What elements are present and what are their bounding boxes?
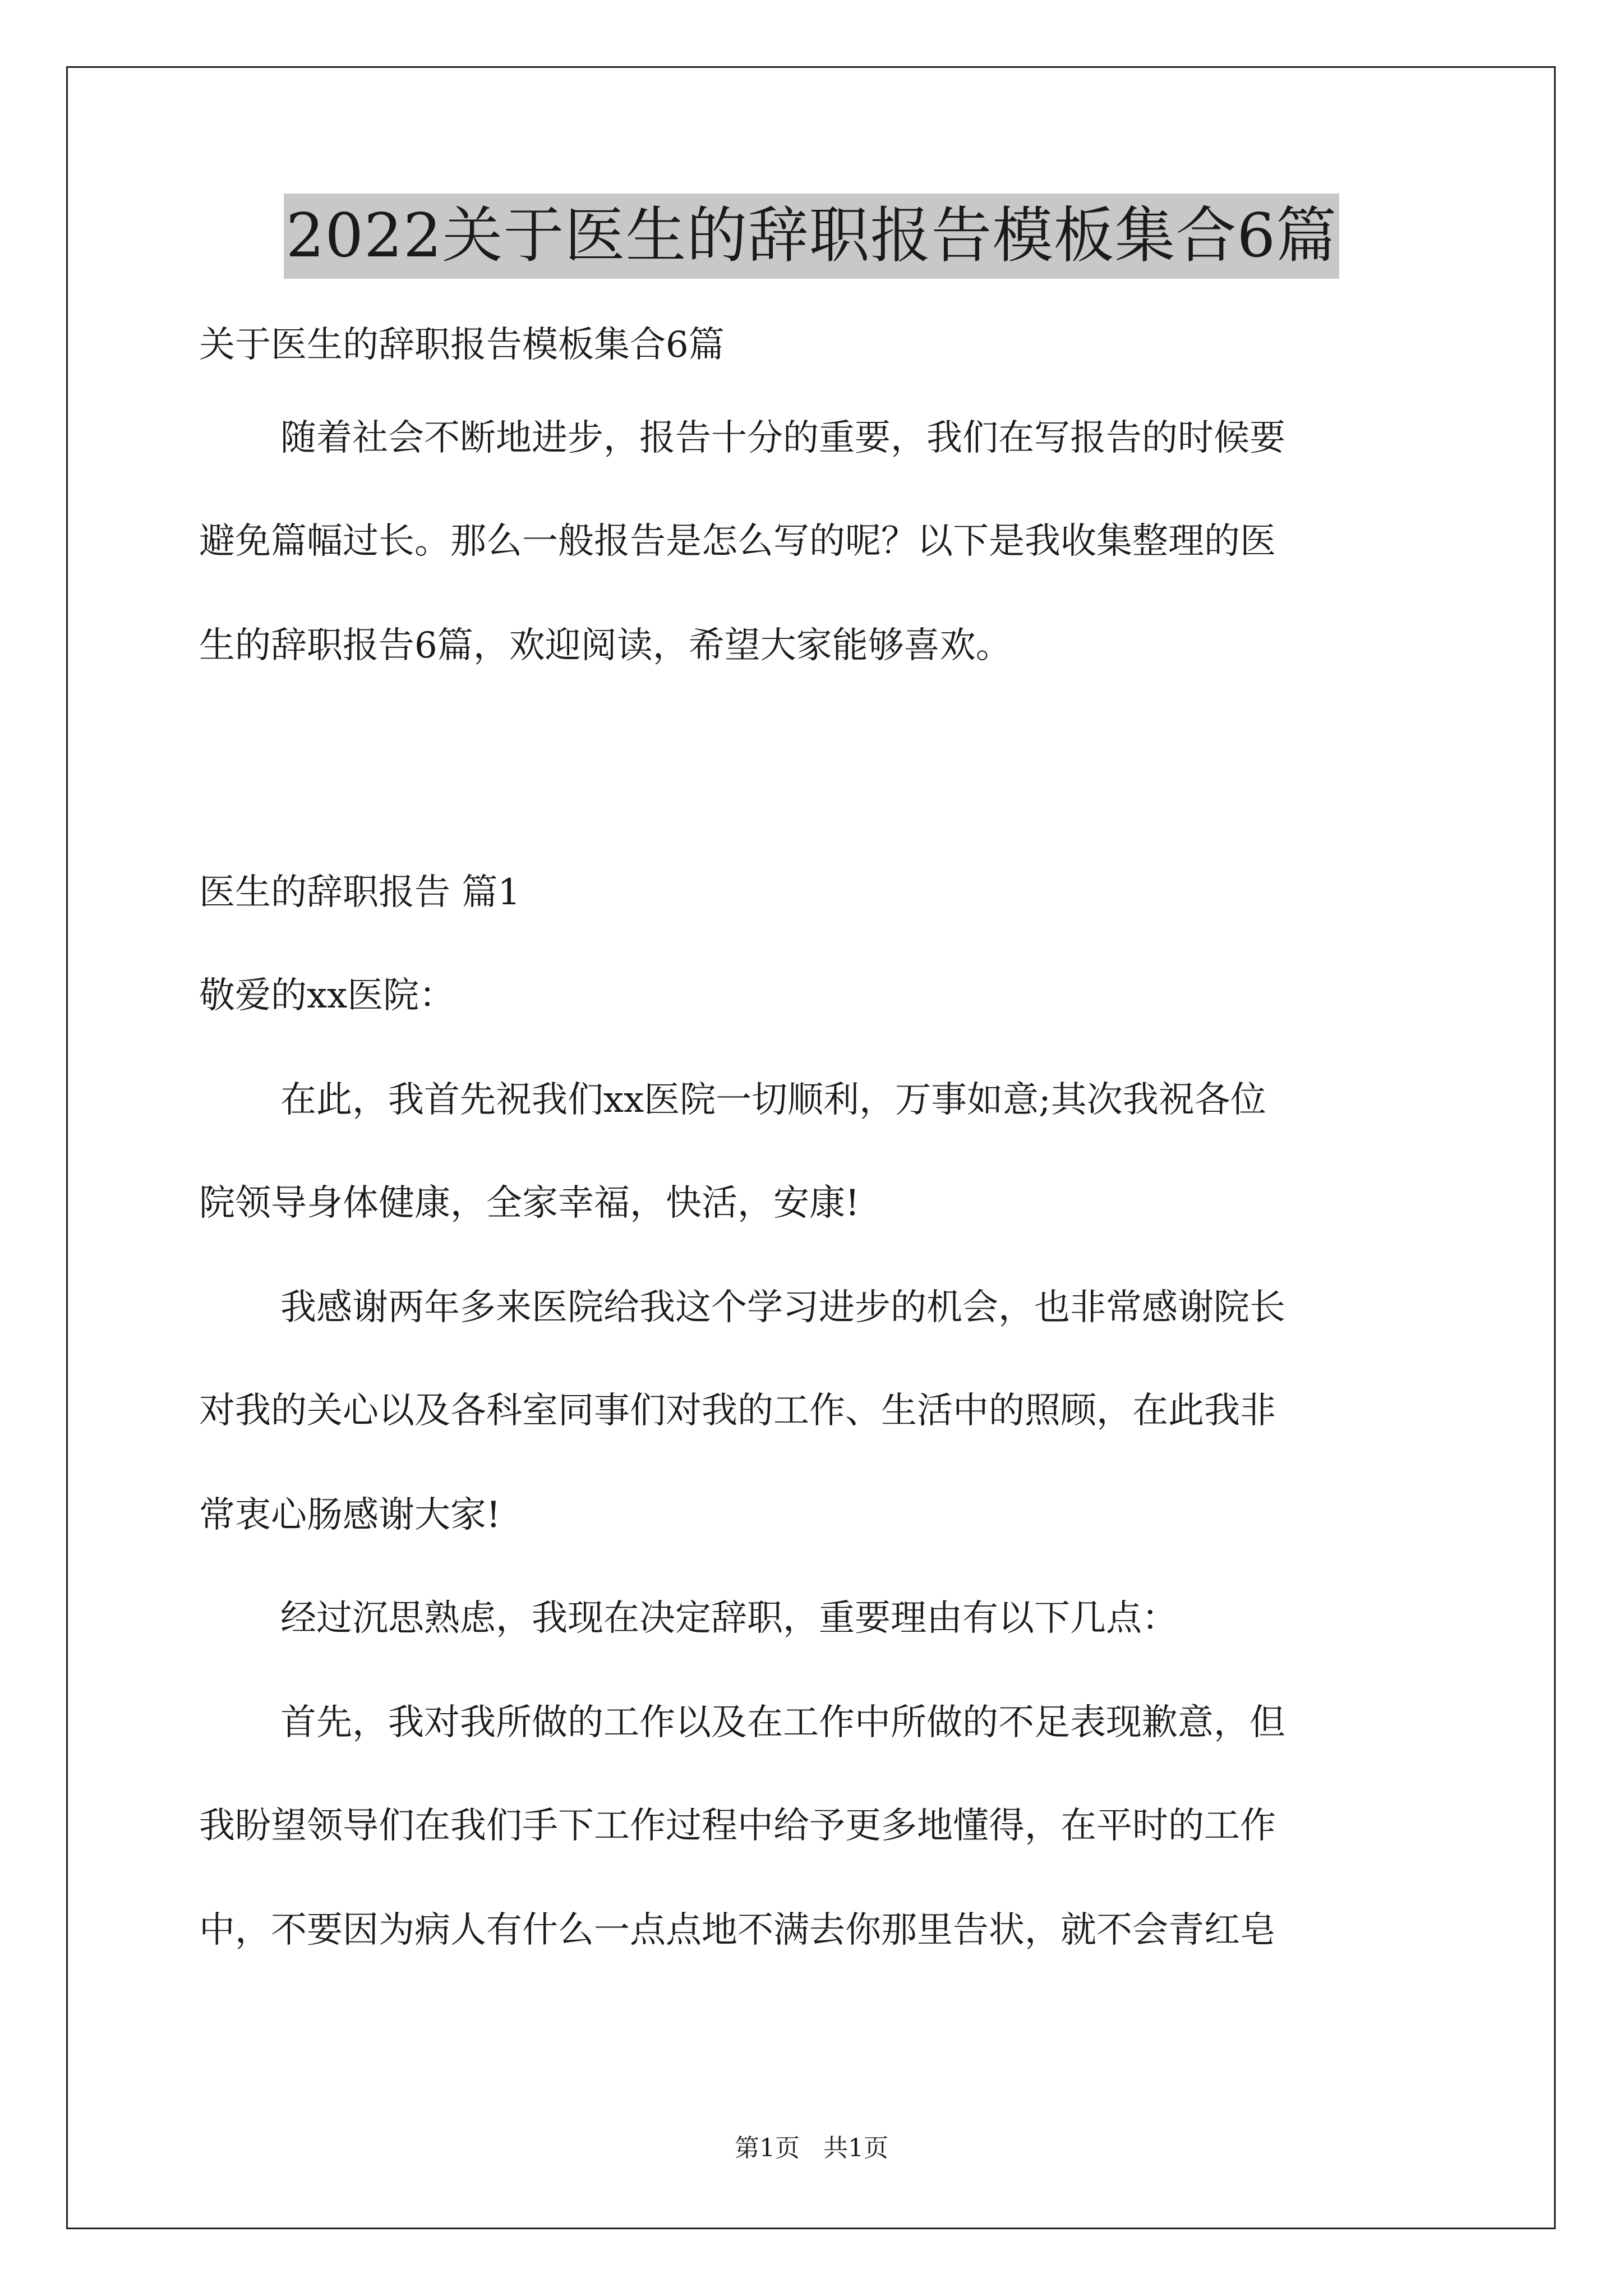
- para1-line-2: 院领导身体健康，全家幸福，快活，安康!: [199, 1182, 860, 1224]
- para2-line-1: 我感谢两年多来医院给我这个学习进步的机会，也非常感谢院长: [280, 1287, 1285, 1328]
- intro-line-3: 生的辞职报告6篇，欢迎阅读，希望大家能够喜欢。: [199, 625, 1012, 666]
- para1-line-1: 在此，我首先祝我们xx医院一切顺利，万事如意;其次我祝各位: [280, 1079, 1266, 1121]
- title-wrap: [0, 194, 1623, 279]
- page-number-current: 第1页: [735, 2134, 800, 2162]
- page-footer: [0, 2132, 1623, 2165]
- salutation: 敬爱的xx医院：: [199, 975, 455, 1016]
- page-number-total: 共1页: [823, 2134, 888, 2162]
- document-subtitle: 关于医生的辞职报告模板集合6篇: [199, 324, 725, 366]
- intro-line-2: 避免篇幅过长。那么一般报告是怎么写的呢？以下是我收集整理的医: [199, 521, 1276, 562]
- para4-line-1: 首先，我对我所做的工作以及在工作中所做的不足表现歉意，但: [280, 1702, 1285, 1743]
- document-title: 2022关于医生的辞职报告模板集合6篇: [284, 194, 1340, 279]
- para3-line-1: 经过沉思熟虑，我现在决定辞职，重要理由有以下几点：: [280, 1598, 1178, 1639]
- para4-line-2: 我盼望领导们在我们手下工作过程中给予更多地懂得，在平时的工作: [199, 1805, 1276, 1847]
- section-heading: 医生的辞职报告 篇1: [199, 872, 521, 913]
- para4-line-3: 中，不要因为病人有什么一点点地不满去你那里告状，就不会青红皂: [199, 1910, 1276, 1951]
- para2-line-3: 常衷心肠感谢大家!: [199, 1494, 501, 1536]
- intro-line-1: 随着社会不断地进步，报告十分的重要，我们在写报告的时候要: [280, 417, 1285, 459]
- para2-line-2: 对我的关心以及各科室同事们对我的工作、生活中的照顾，在此我非: [199, 1390, 1276, 1432]
